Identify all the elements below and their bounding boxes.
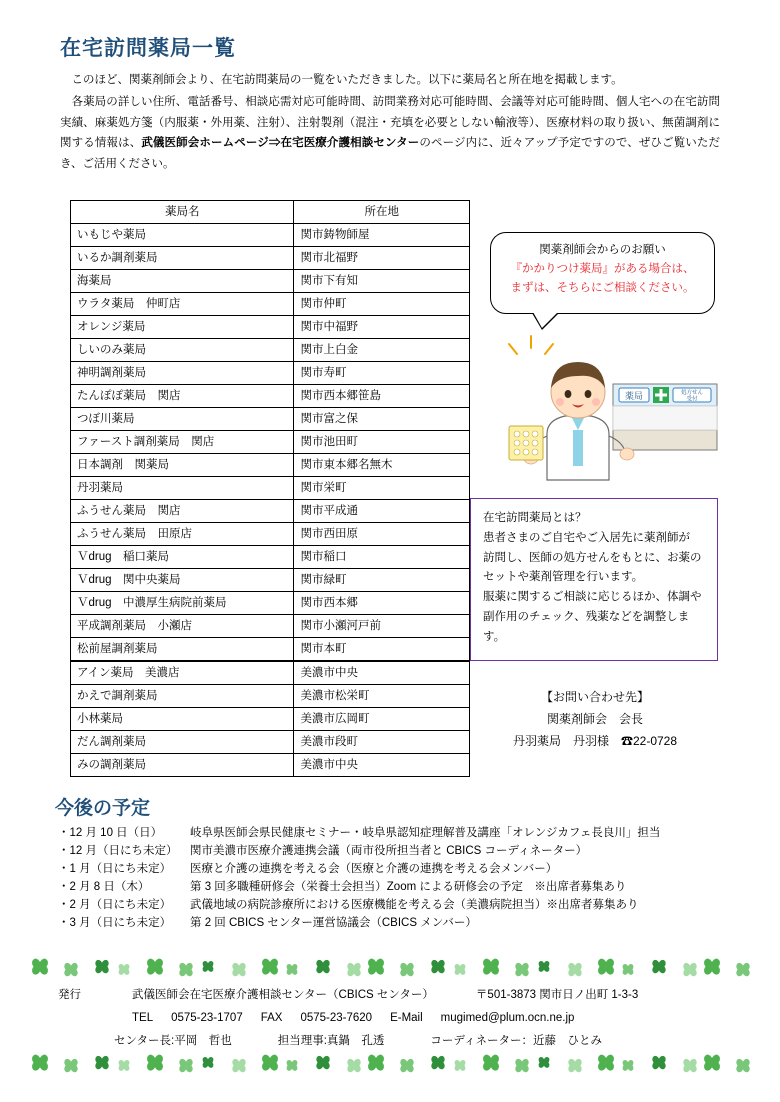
schedule-item-date: ・2 月 8 日（木） bbox=[58, 881, 150, 893]
pharmacy-name-cell: ふうせん薬局 関店 bbox=[71, 500, 294, 523]
table-row bbox=[71, 454, 470, 477]
pharmacy-name-cell: オレンジ薬局 bbox=[71, 316, 294, 339]
pharmacy-name-cell: たんぽぽ薬局 関店 bbox=[71, 385, 294, 408]
pharmacy-address-cell: 関市稲口 bbox=[294, 546, 470, 569]
pharmacy-address-cell: 関市小瀬河戸前 bbox=[294, 615, 470, 638]
tel-label: TEL bbox=[132, 1012, 154, 1024]
pharmacy-name-cell: しいのみ薬局 bbox=[71, 339, 294, 362]
illustration-svg bbox=[487, 330, 719, 485]
clover-divider-svg-top bbox=[30, 956, 750, 978]
pharmacy-address-cell: 関市平成通 bbox=[294, 500, 470, 523]
table-row bbox=[71, 270, 470, 293]
intro-part-b: のページ内に、近々アップ予定ですので、ぜひご覧いただき、ご活用ください。 bbox=[60, 137, 721, 170]
pharmacy-name-cell: Ｖdrug 関中央薬局 bbox=[71, 569, 294, 592]
tel-value: 0575-23-1707 bbox=[171, 1012, 243, 1024]
schedule-item-text: 関市美濃市医療介護連携会議（両市役所担当者と CBICS コーディネーター） bbox=[190, 845, 588, 857]
intro-paragraph-1: このほど、関薬剤師会より、在宅訪問薬局の一覧をいただきました。以下に薬局名と所在地を掲載します。 bbox=[71, 74, 623, 86]
pharmacy-name-cell: 平成調剤薬局 小瀬店 bbox=[71, 615, 294, 638]
column-header-address: 所在地 bbox=[294, 201, 470, 224]
intro-text bbox=[60, 70, 720, 176]
clover-divider-bottom bbox=[30, 1052, 750, 1074]
schedule-item bbox=[58, 828, 748, 840]
pharmacy-address-cell: 関市東本郷名無木 bbox=[294, 454, 470, 477]
pharmacy-address-cell: 関市中福野 bbox=[294, 316, 470, 339]
pharmacy-address-cell: 関市鋳物師屋 bbox=[294, 224, 470, 247]
pharmacy-address-cell: 関市本町 bbox=[294, 638, 470, 662]
bubble-line-1: 関薬剤師会からのお願い bbox=[539, 244, 666, 256]
pharmacy-address-cell: 関市寿町 bbox=[294, 362, 470, 385]
table-row bbox=[71, 224, 470, 247]
table-row bbox=[71, 477, 470, 500]
table-row bbox=[71, 339, 470, 362]
table-row bbox=[71, 408, 470, 431]
table-row bbox=[71, 615, 470, 638]
pharmacy-address-cell: 関市仲町 bbox=[294, 293, 470, 316]
schedule-item-text: 医療と介護の連携を考える会（医療と介護の連携を考える会メンバー） bbox=[190, 863, 558, 875]
table-row bbox=[71, 661, 470, 685]
schedule-title: 今後の予定 bbox=[55, 798, 151, 819]
pharmacy-name-cell: 神明調剤薬局 bbox=[71, 362, 294, 385]
table-row bbox=[71, 431, 470, 454]
table-row bbox=[71, 500, 470, 523]
pharmacy-name-cell: 小林薬局 bbox=[71, 708, 294, 731]
svg-text:薬局: 薬局 bbox=[624, 391, 644, 401]
pharmacy-name-cell: アイン薬局 美濃店 bbox=[71, 661, 294, 685]
footer-contact-line bbox=[58, 1007, 758, 1030]
svg-text:処方せん: 処方せん bbox=[680, 390, 704, 396]
schedule-item-text: 第 3 回多職種研修会（栄養士会担当）Zoom による研修会の予定 ※出席者募集あり bbox=[190, 881, 627, 893]
schedule-item bbox=[58, 918, 748, 930]
schedule-item-date: ・12 月 10 日（日） bbox=[58, 827, 163, 839]
pharmacy-table bbox=[70, 200, 470, 777]
email-label: E-Mail bbox=[390, 1012, 423, 1024]
table-row bbox=[71, 708, 470, 731]
pharmacy-address-cell: 関市富之保 bbox=[294, 408, 470, 431]
pharmacy-name-cell: だん調剤薬局 bbox=[71, 731, 294, 754]
pharmacy-address-cell: 関市緑町 bbox=[294, 569, 470, 592]
intro-paragraph-2 bbox=[60, 92, 720, 174]
pharmacy-name-cell: ウラタ薬局 仲町店 bbox=[71, 293, 294, 316]
schedule-item-date: ・12 月（日にち未定） bbox=[58, 845, 178, 857]
pharmacy-name-cell: いるか調剤薬局 bbox=[71, 247, 294, 270]
schedule-item bbox=[58, 864, 748, 876]
pharmacy-address-cell: 美濃市中央 bbox=[294, 661, 470, 685]
pharmacy-name-cell: 松前屋調剤薬局 bbox=[71, 638, 294, 662]
pharmacy-address-cell: 美濃市広岡町 bbox=[294, 708, 470, 731]
pharmacy-address-cell: 美濃市松栄町 bbox=[294, 685, 470, 708]
email-value[interactable]: mugimed@plum.ocn.ne.jp bbox=[440, 1012, 575, 1024]
pharmacy-address-cell: 関市上白金 bbox=[294, 339, 470, 362]
column-header-name: 薬局名 bbox=[71, 201, 294, 224]
schedule-item-date: ・1 月（日にち未定） bbox=[58, 863, 172, 875]
schedule-item-date: ・2 月（日にち未定） bbox=[58, 899, 172, 911]
pharmacist-illustration bbox=[487, 330, 719, 485]
info-line-1: 在宅訪問薬局とは？ bbox=[483, 512, 587, 524]
pharmacy-address-cell: 関市下有知 bbox=[294, 270, 470, 293]
pharmacy-name-cell: みの調剤薬局 bbox=[71, 754, 294, 777]
fax-value: 0575-23-7620 bbox=[300, 1012, 373, 1024]
table-header-row bbox=[71, 201, 470, 224]
postal-address: 〒501-3873 関市日ノ出町 1-3-3 bbox=[475, 989, 639, 1001]
pharmacy-name-cell: かえで調剤薬局 bbox=[71, 685, 294, 708]
about-home-visit-box bbox=[470, 498, 718, 661]
contact-phone: 丹羽薬局 丹羽様 ☎22-0728 bbox=[512, 734, 678, 749]
table-row bbox=[71, 638, 470, 662]
page-title: 在宅訪問薬局一覧 bbox=[60, 37, 236, 60]
contact-block bbox=[470, 686, 720, 753]
pharmacy-name-cell: ファースト調剤薬局 関店 bbox=[71, 431, 294, 454]
pharmacy-address-cell: 関市西本郷 bbox=[294, 592, 470, 615]
info-line-6: 副作用のチェック、残薬などを調整します。 bbox=[483, 610, 690, 643]
schedule-item-text: 武儀地域の病院診療所における医療機能を考える会（美濃病院担当）※出席者募集あり bbox=[190, 899, 639, 911]
table-row bbox=[71, 385, 470, 408]
table-row bbox=[71, 592, 470, 615]
info-line-4: セットや薬剤管理を行います。 bbox=[483, 571, 644, 584]
info-line-5: 服薬に関するご相談に応じるほか、体調や bbox=[483, 591, 702, 604]
table-row bbox=[71, 754, 470, 777]
bubble-line-2: 『かかりつけ薬局』がある場合は、 bbox=[510, 262, 695, 275]
pharmacy-address-cell: 関市西田原 bbox=[294, 523, 470, 546]
pharmacy-name-cell: Ｖdrug 稲口薬局 bbox=[71, 546, 294, 569]
pharmacist-request-bubble bbox=[490, 232, 715, 314]
table-row bbox=[71, 569, 470, 592]
table-row bbox=[71, 523, 470, 546]
table-row bbox=[71, 362, 470, 385]
info-line-2: 患者さまのご自宅やご入居先に薬剤師が bbox=[483, 531, 690, 544]
schedule-item bbox=[58, 900, 748, 912]
pharmacy-name-cell: いもじや薬局 bbox=[71, 224, 294, 247]
intro-bold-link: 武儀医師会ホームページ⇒在宅医療介護相談センター bbox=[141, 137, 420, 150]
contact-heading: 【お問い合わせ先】 bbox=[540, 690, 649, 704]
pharmacy-name-cell: 日本調剤 関薬局 bbox=[71, 454, 294, 477]
pharmacy-name-cell: ふうせん薬局 田原店 bbox=[71, 523, 294, 546]
table-row bbox=[71, 731, 470, 754]
pharmacy-address-cell: 美濃市中央 bbox=[294, 754, 470, 777]
schedule-list bbox=[58, 828, 748, 936]
pharmacy-name-cell: つぼ川薬局 bbox=[71, 408, 294, 431]
table-row bbox=[71, 247, 470, 270]
pharmacy-address-cell: 関市北福野 bbox=[294, 247, 470, 270]
intro-part-a: 各薬局の詳しい住所、電話番号、相談応需対応可能時間、訪問業務対応可能時間、会議等対応可能時間、個人宅への在宅訪問実績、麻薬処方箋（内服薬・外用薬、注射）、注射製剤（混注・充填を必要としない輸液等）、医療材料の取り扱い、無菌調剤に関する情報は、 bbox=[60, 96, 720, 150]
footer-block bbox=[58, 984, 758, 1053]
table-row bbox=[71, 293, 470, 316]
staff-names: センター長:平岡 哲也 担当理事:真鍋 孔透 コーディネーター：近藤 ひとみ bbox=[114, 1035, 603, 1047]
footer-publisher-line bbox=[58, 984, 758, 1007]
clover-divider-top bbox=[30, 956, 750, 978]
pharmacy-name-cell: 丹羽薬局 bbox=[71, 477, 294, 500]
schedule-item-date: ・3 月（日にち未定） bbox=[58, 917, 172, 929]
table-row bbox=[71, 685, 470, 708]
fax-label: FAX bbox=[260, 1012, 283, 1024]
svg-text:受付: 受付 bbox=[686, 396, 698, 403]
pharmacy-name-cell: Ｖdrug 中濃厚生病院前薬局 bbox=[71, 592, 294, 615]
bubble-line-3: まずは、そちらにご相談ください。 bbox=[510, 281, 695, 294]
publisher-label: 発行 bbox=[58, 989, 81, 1001]
clover-divider-svg-bottom bbox=[30, 1052, 750, 1074]
publisher-name: 武儀医師会在宅医療介護相談センター（CBICS センター） bbox=[132, 989, 434, 1001]
pharmacy-address-cell: 関市西本郷笹島 bbox=[294, 385, 470, 408]
contact-org: 関薬剤師会 会長 bbox=[546, 712, 643, 727]
info-line-3: 訪問し、医師の処方せんをもとに、お薬の bbox=[483, 551, 702, 564]
schedule-item-text: 岐阜県医師会県民健康セミナー・岐阜県認知症理解普及講座「オレンジカフェ長良川」担当 bbox=[190, 827, 661, 839]
pharmacy-name-cell: 海薬局 bbox=[71, 270, 294, 293]
pharmacy-address-cell: 美濃市段町 bbox=[294, 731, 470, 754]
schedule-item-text: 第 2 回 CBICS センター運営協議会（CBICS メンバー） bbox=[190, 917, 477, 929]
pharmacy-address-cell: 関市池田町 bbox=[294, 431, 470, 454]
footer-staff-line bbox=[58, 1030, 758, 1053]
schedule-item bbox=[58, 846, 748, 858]
table-row bbox=[71, 316, 470, 339]
pharmacy-address-cell: 関市栄町 bbox=[294, 477, 470, 500]
schedule-item bbox=[58, 882, 748, 894]
table-row bbox=[71, 546, 470, 569]
